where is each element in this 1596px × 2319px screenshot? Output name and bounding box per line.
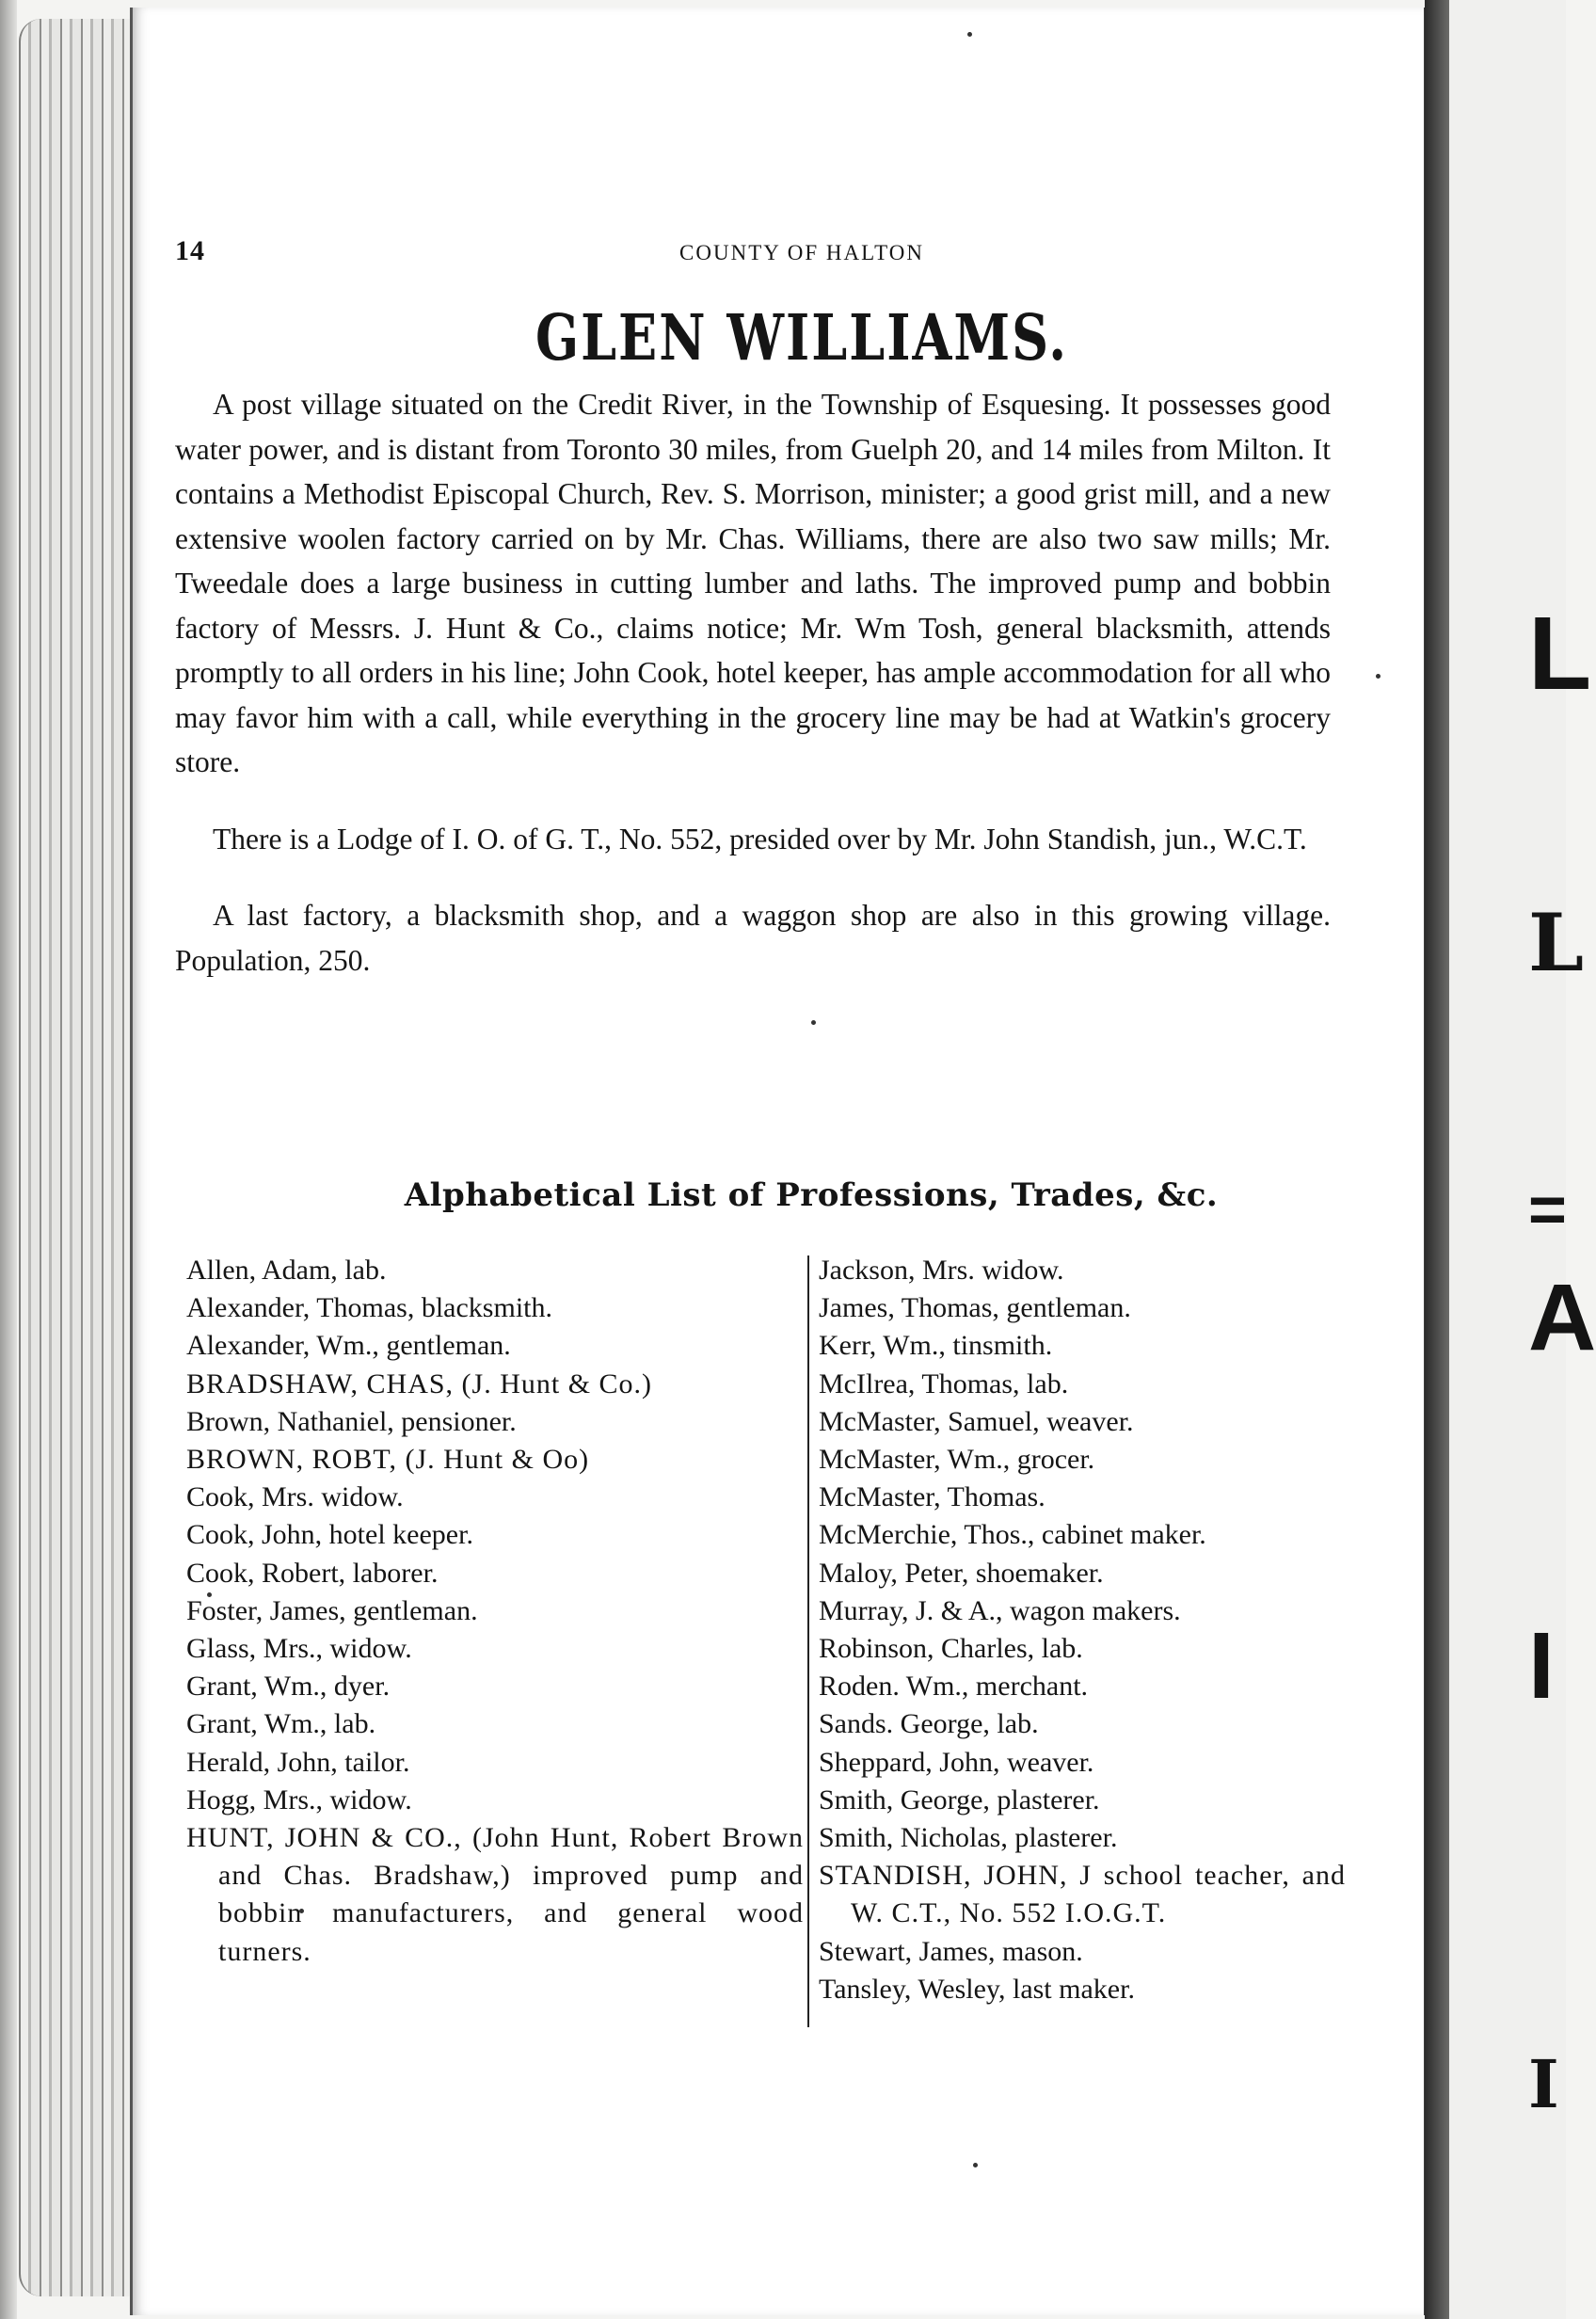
list-item: McMaster, Samuel, weaver. <box>819 1405 1134 1437</box>
page-title: GLEN WILLIAMS. <box>535 299 1069 375</box>
list-item: Roden. Wm., merchant. <box>819 1671 1089 1703</box>
list-item: HUNT, JOHN & CO., (John Hunt, Robert Brown and Chas. Bradshaw,) improved pump and bobbin manufacturers, and general wood turners. <box>186 1822 804 1967</box>
list-item: Tansley, Wesley, last maker. <box>819 1973 1135 2005</box>
list-item: BROWN, ROBT, (J. Hunt & Oo) <box>186 1444 590 1476</box>
list-item: STANDISH, JOHN, J school teacher, and W. C.T., No. 552 I.O.G.T. <box>819 1860 1346 1929</box>
paragraph: A post village situated on the Credit River, in the Township of Esquesing. It possesses good water power, and is distant from Toronto 30 miles, from Guelph 20, and 14 miles from Milton. It contains a Methodist Episcopal Church, Rev. S. Morrison, minister; a good grist mill, and a new extensive woolen factory carried on by Mr. Chas. Williams, there are also two saw mills; Mr. Tweedale does a large business in cutting lumber and laths. The improved pump and bobbin factory of Messrs. J. Hunt & Co., claims notice; Mr. Wm Tosh, general blacksmith, attends promptly to all orders in his line; John Cook, hotel keeper, has ample accommodation for all who may favor him with a call, while everything in the grocery line may be had at Watkin's grocery store. <box>175 388 1331 778</box>
list-item: Grant, Wm., lab. <box>186 1708 376 1740</box>
print-speck <box>811 1020 816 1025</box>
page-header <box>0 235 1566 273</box>
list-item: Cook, Robert, laborer. <box>186 1557 439 1589</box>
list-item: Cook, John, hotel keeper. <box>186 1519 473 1551</box>
list-column-right <box>819 1252 1346 2008</box>
adjacent-page-glyph: = <box>1528 1173 1567 1246</box>
list-item: Brown, Nathaniel, pensioner. <box>186 1405 517 1437</box>
list-item: Foster, James, gentleman. <box>186 1594 478 1626</box>
list-item: James, Thomas, gentleman. <box>819 1292 1131 1324</box>
adjacent-page-glyph: L <box>1528 596 1592 712</box>
list-column-left <box>186 1252 804 1971</box>
list-item: Smith, George, plasterer. <box>819 1783 1100 1815</box>
list-item: Alexander, Thomas, blacksmith. <box>186 1292 552 1324</box>
list-item: Sheppard, John, weaver. <box>819 1746 1094 1778</box>
list-item: Grant, Wm., dyer. <box>186 1671 391 1703</box>
print-speck <box>1376 674 1381 679</box>
list-item: Maloy, Peter, shoemaker. <box>819 1557 1104 1589</box>
adjacent-page-glyph: A <box>1528 1265 1596 1370</box>
list-item: Robinson, Charles, lab. <box>819 1633 1083 1665</box>
list-item: Herald, John, tailor. <box>186 1746 410 1778</box>
list-item: Alexander, Wm., gentleman. <box>186 1330 511 1362</box>
page-number: 14 <box>175 235 205 266</box>
running-head: COUNTY OF HALTON <box>679 241 924 264</box>
article-body <box>175 382 1331 1015</box>
list-item: Murray, J. & A., wagon makers. <box>819 1594 1181 1626</box>
list-item: Kerr, Wm., tinsmith. <box>819 1330 1053 1362</box>
list-item: BRADSHAW, CHAS, (J. Hunt & Co.) <box>186 1367 653 1399</box>
list-item: Jackson, Mrs. widow. <box>819 1255 1064 1286</box>
list-item: McMaster, Thomas. <box>819 1481 1045 1513</box>
list-item: Cook, Mrs. widow. <box>186 1481 404 1513</box>
list-item: McMaster, Wm., grocer. <box>819 1444 1095 1476</box>
list-heading: Alphabetical List of Professions, Trades, &c. <box>404 1176 1219 1214</box>
column-divider <box>807 1255 809 2027</box>
list-item: McMerchie, Thos., cabinet maker. <box>819 1519 1206 1551</box>
list-item: Sands. George, lab. <box>819 1708 1039 1740</box>
list-item: McIlrea, Thomas, lab. <box>819 1367 1069 1399</box>
paragraph: There is a Lodge of I. O. of G. T., No. 552, presided over by Mr. John Standish, jun., W.C.T. <box>213 822 1307 856</box>
list-item: Smith, Nicholas, plasterer. <box>819 1822 1118 1854</box>
adjacent-page-glyph: I <box>1528 2045 1559 2123</box>
print-speck <box>967 32 972 37</box>
list-item: Hogg, Mrs., widow. <box>186 1783 412 1815</box>
adjacent-page-glyph: I <box>1528 1613 1555 1719</box>
list-item: Glass, Mrs., widow. <box>186 1633 412 1665</box>
list-item: Allen, Adam, lab. <box>186 1255 387 1286</box>
print-speck <box>973 2163 978 2167</box>
adjacent-page-glyph: L <box>1528 896 1585 989</box>
list-item: Stewart, James, mason. <box>819 1935 1083 1967</box>
paragraph: A last factory, a blacksmith shop, and a waggon shop are also in this growing village. Population, 250. <box>175 899 1331 977</box>
